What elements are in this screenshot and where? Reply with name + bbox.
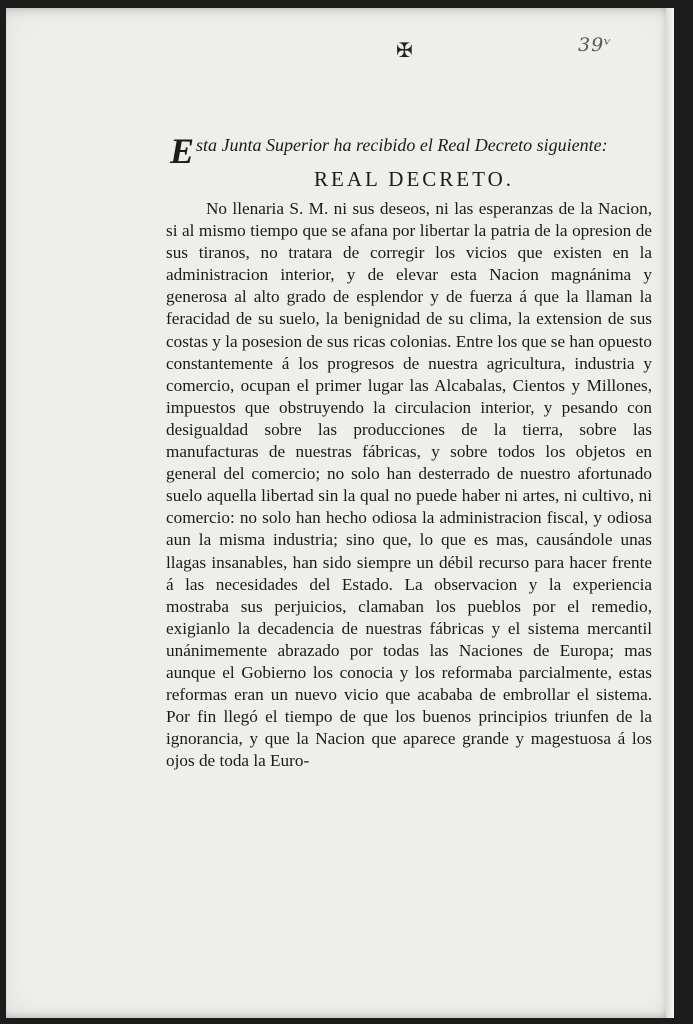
- intro-paragraph: [166, 131, 652, 171]
- document-page: [6, 8, 674, 1018]
- drop-cap-initial: E: [170, 131, 195, 171]
- text-block: [166, 131, 652, 772]
- page-edge: [666, 8, 674, 1018]
- cross-ornament-icon: ✠: [396, 40, 413, 62]
- decree-heading: REAL DECRETO.: [314, 167, 514, 191]
- intro-text: sta Junta Superior ha recibido el Real Decreto siguiente:: [196, 135, 608, 155]
- handwritten-folio-number: 39ᵛ: [578, 34, 613, 56]
- decree-body-text: No llenaria S. M. ni sus deseos, ni las esperanzas de la Nacion, si al mismo tiempo que se afana por libertar la patria de la opresion de sus tiranos, no tratara de corregir los vicios que existen en la administracion interior, y de elevar esta Nacion magnánima y generosa al alto grado de esplendor y de fuerza á que la llaman la feracidad de su suelo, la benignidad de su clima, la extension de sus costas y la posesion de sus ricas colonias. Entre los que se han opuesto constantemente á los progresos de nuestra agricultura, industria y comercio, ocupan el primer lugar las Alcabalas, Cientos y Millones, impuestos que obstruyendo la circulacion interior, y pesando con desigualdad sobre las producciones de la tierra, sobre las manufacturas de nuestras fábricas, y sobre todos los objetos en general del comercio; no solo han desterrado de nuestro afortunado suelo aquella libertad sin la qual no puede haber ni artes, ni cultivo, ni comercio: no solo han hecho odiosa la administracion fiscal, y odiosa aun la misma industria; sino que, lo que es mas, causándole unas llagas insanables, han sido siempre un débil recurso para hacer frente á las necesidades del Estado. La observacion y la experiencia mostraba sus perjuicios, clamaban los pueblos por el remedio, exigianlo la decadencia de nuestras fábricas y el sistema mercantil unánimemente abrazado por todas las Naciones de Europa; mas aunque el Gobierno los conocia y los reformaba parcialmente, estas reformas eran un nuevo vicio que acababa de embrollar el sistema. Por fin llegó el tiempo de que los buenos principios triunfen de la ignorancia, y que la Nacion que aparece grande y magestuosa á los ojos de toda la Euro-: [166, 199, 652, 771]
